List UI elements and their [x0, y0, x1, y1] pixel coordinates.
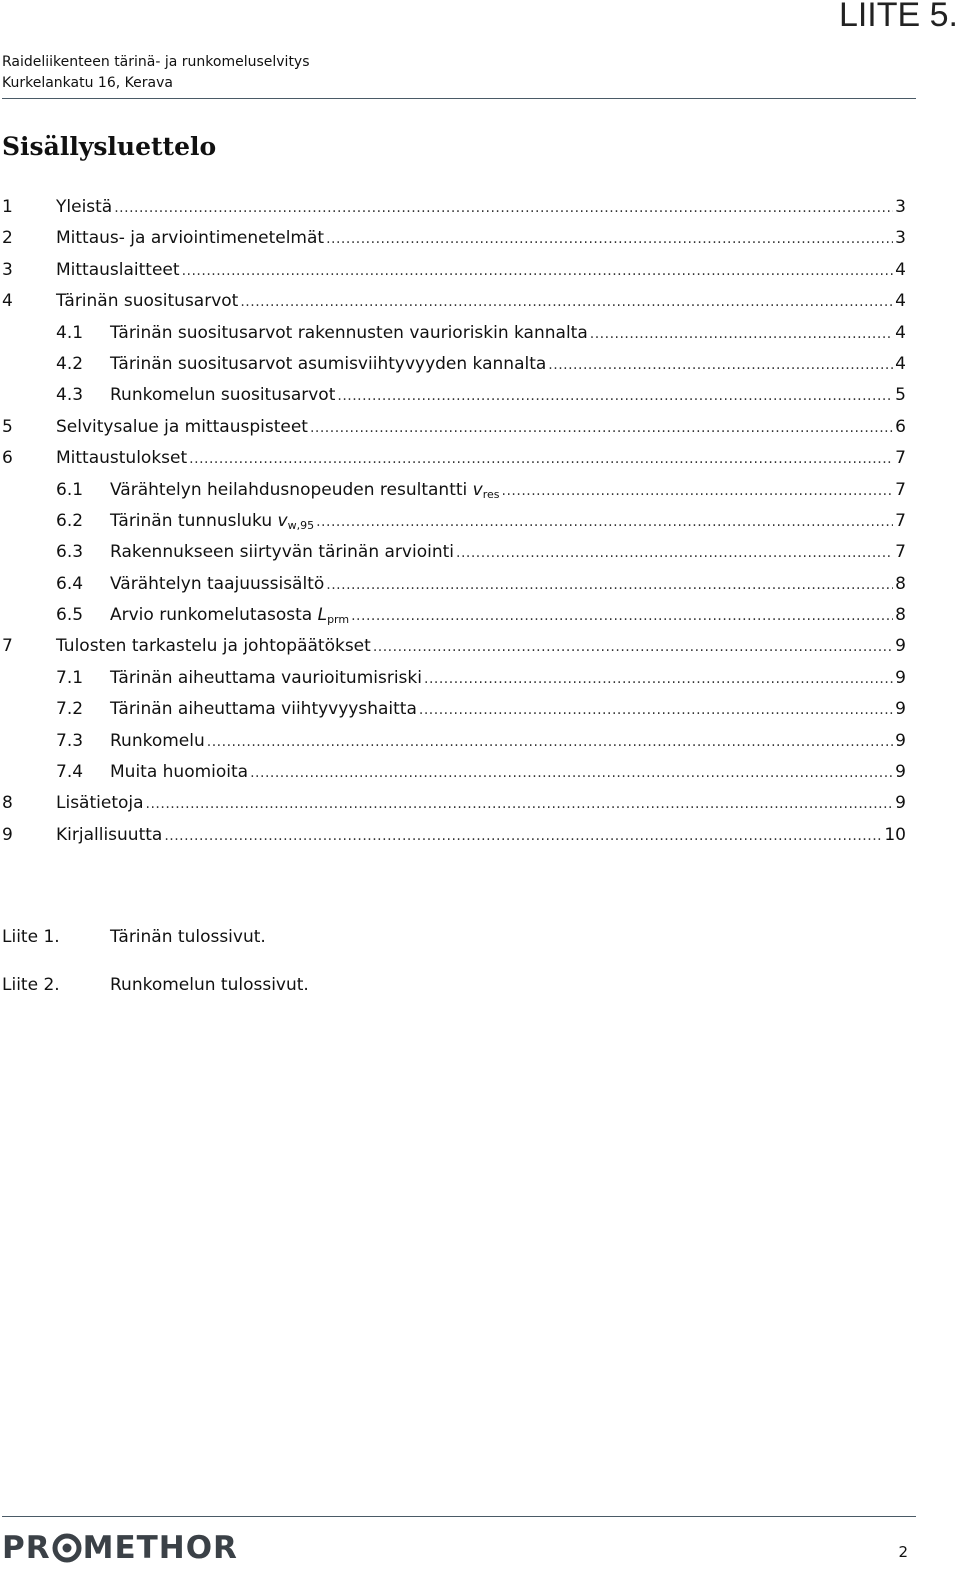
header-address: Kurkelankatu 16, Kerava: [2, 75, 173, 91]
toc-dot-leader: [114, 200, 893, 216]
toc-entry-title: Mittaustulokset: [56, 448, 188, 469]
toc-entry[interactable]: [2, 354, 906, 385]
appendix-item: [2, 975, 602, 995]
logo-o-icon: [52, 1533, 82, 1563]
toc-entry-title: Yleistä: [56, 197, 113, 217]
toc-entry-page: 8: [895, 605, 906, 626]
toc-entry-page: 4: [895, 291, 906, 312]
appendix-corner-label: LIITE 5.: [838, 0, 958, 34]
toc-dot-leader: [351, 608, 893, 624]
appendix-label: Liite 2.: [2, 975, 60, 995]
toc-entry-number: 7.2: [56, 699, 84, 720]
toc-entry-number: 4.1: [56, 322, 84, 343]
toc-entry-symbol: v: [277, 510, 288, 531]
toc-entry-number: 6: [2, 448, 13, 469]
appendix-title: Runkomelun tulossivut.: [110, 975, 309, 995]
toc-dot-leader: [240, 294, 893, 310]
toc-entry-number: 5: [2, 416, 13, 437]
toc-entry-page: 9: [895, 667, 906, 688]
toc-entry[interactable]: [2, 197, 906, 228]
header-report-title: Raideliikenteen tärinä- ja runkomeluselvitys: [2, 54, 310, 70]
toc-entry-page: 8: [895, 573, 906, 594]
toc-entry-title: Muita huomioita: [110, 762, 249, 783]
toc-dot-leader: [250, 765, 893, 781]
toc-dot-leader: [326, 577, 893, 593]
toc-entry[interactable]: [2, 260, 906, 291]
logo-text-left: PR: [2, 1530, 51, 1566]
table-of-contents: [2, 197, 906, 856]
toc-entry[interactable]: [2, 228, 906, 259]
toc-entry-title: Tärinän suositusarvot rakennusten vaurioriskin kannalta: [110, 322, 588, 343]
toc-entry[interactable]: [2, 731, 906, 762]
toc-entry-number: 7.3: [56, 730, 84, 751]
toc-dot-leader: [548, 357, 893, 373]
toc-entry[interactable]: [2, 636, 906, 667]
toc-dot-leader: [424, 671, 893, 687]
toc-entry-title: Runkomelun suositusarvot: [110, 385, 336, 406]
toc-dot-leader: [419, 702, 893, 718]
toc-entry-page: 7: [895, 510, 906, 531]
toc-entry[interactable]: [2, 417, 906, 448]
toc-dot-leader: [337, 388, 893, 404]
toc-entry-number: 1: [2, 197, 13, 217]
toc-entry[interactable]: [2, 511, 906, 542]
toc-entry-page: 7: [895, 479, 906, 500]
toc-entry-number: 8: [2, 793, 13, 814]
page-number: 2: [898, 1543, 908, 1561]
toc-entry-title: Mittaus- ja arviointimenetelmät: [56, 228, 325, 249]
toc-entry[interactable]: [2, 448, 906, 479]
toc-dot-leader: [590, 326, 893, 342]
toc-entry-title: Tärinän aiheuttama viihtyvyyshaitta: [110, 699, 417, 720]
toc-entry-page: 4: [895, 353, 906, 374]
toc-entry-number: 7.4: [56, 762, 84, 783]
toc-entry-title: Lisätietoja: [56, 793, 144, 814]
appendix-item: [2, 927, 602, 947]
toc-entry[interactable]: [2, 699, 906, 730]
toc-entry[interactable]: [2, 291, 906, 322]
toc-entry-title: Värähtelyn taajuussisältö: [110, 573, 325, 594]
appendix-title: Tärinän tulossivut.: [110, 927, 266, 947]
toc-entry[interactable]: [2, 323, 906, 354]
page-title: Sisällysluettelo: [2, 132, 217, 161]
toc-entry-number: 6.1: [56, 479, 84, 500]
appendix-label: Liite 1.: [2, 927, 60, 947]
toc-entry-title: Kirjallisuutta: [56, 824, 163, 845]
toc-entry-subscript: prm: [327, 613, 350, 627]
toc-entry-number: 4: [2, 291, 13, 312]
toc-entry-page: 3: [895, 228, 906, 249]
toc-dot-leader: [182, 263, 894, 279]
toc-entry-number: 7.1: [56, 667, 84, 688]
toc-entry-number: 3: [2, 259, 13, 280]
toc-dot-leader: [207, 734, 893, 750]
toc-dot-leader: [316, 514, 893, 530]
toc-entry-page: 4: [895, 322, 906, 343]
toc-entry-number: 6.4: [56, 573, 84, 594]
toc-dot-leader: [310, 420, 893, 436]
toc-entry-title: Runkomelu: [110, 730, 205, 751]
toc-entry-title: Tulosten tarkastelu ja johtopäätökset: [56, 636, 371, 657]
toc-entry[interactable]: [2, 542, 906, 573]
toc-entry[interactable]: [2, 385, 906, 416]
toc-entry-page: 10: [884, 824, 906, 845]
toc-entry-title: Tärinän tunnusluku $v_{w,95}$: [110, 510, 315, 532]
toc-entry-page: 9: [895, 793, 906, 814]
toc-entry[interactable]: [2, 480, 906, 511]
toc-entry-number: 6.3: [56, 542, 84, 563]
toc-entry-title: Rakennukseen siirtyvän tärinän arviointi: [110, 542, 454, 563]
toc-entry-symbol: v: [472, 479, 483, 500]
toc-dot-leader: [326, 231, 893, 247]
toc-entry-title: Tärinän aiheuttama vaurioitumisriski: [110, 667, 422, 688]
toc-entry-subscript: w,95: [287, 518, 315, 532]
toc-entry-title: Tärinän suositusarvot asumisviihtyvyyden kannalta: [110, 353, 547, 374]
toc-entry-title: Värähtelyn heilahdusnopeuden resultantti $v_{res}$: [110, 479, 500, 501]
toc-entry[interactable]: [2, 793, 906, 824]
toc-entry-page: 3: [895, 197, 906, 217]
toc-entry-number: 6.5: [56, 605, 84, 626]
toc-entry[interactable]: [2, 762, 906, 793]
toc-entry-title: Mittauslaitteet: [56, 259, 180, 280]
toc-entry-page: 6: [895, 416, 906, 437]
toc-entry-page: 9: [895, 636, 906, 657]
toc-entry-number: 9: [2, 824, 13, 845]
toc-entry-title: Tärinän suositusarvot: [56, 291, 239, 312]
toc-entry-number: 2: [2, 228, 13, 249]
footer-divider: [2, 1516, 916, 1517]
page-header: [2, 52, 916, 99]
toc-entry-number: 4.2: [56, 353, 84, 374]
toc-entry-number: 6.2: [56, 510, 84, 531]
toc-dot-leader: [502, 483, 894, 499]
toc-entry-page: 5: [895, 385, 906, 406]
toc-entry-subscript: res: [482, 487, 500, 501]
toc-dot-leader: [164, 828, 882, 844]
toc-dot-leader: [146, 796, 894, 812]
toc-entry-page: 4: [895, 259, 906, 280]
toc-entry[interactable]: [2, 825, 906, 856]
toc-entry[interactable]: [2, 574, 906, 605]
toc-entry-number: 7: [2, 636, 13, 657]
toc-entry-page: 9: [895, 699, 906, 720]
toc-entry-title: Arvio runkomelutasosta $L_{prm}$: [110, 605, 350, 627]
toc-dot-leader: [373, 639, 893, 655]
toc-dot-leader: [456, 545, 893, 561]
toc-entry-page: 7: [895, 542, 906, 563]
toc-entry[interactable]: [2, 668, 906, 699]
company-logo: [2, 1530, 238, 1566]
toc-entry-title: Selvitysalue ja mittauspisteet: [56, 416, 308, 437]
toc-entry-page: 9: [895, 762, 906, 783]
toc-entry-page: 7: [895, 448, 906, 469]
toc-entry-page: 9: [895, 730, 906, 751]
toc-dot-leader: [189, 451, 893, 467]
logo-text-right: METHOR: [82, 1530, 238, 1566]
toc-entry[interactable]: [2, 605, 906, 636]
toc-entry-number: 4.3: [56, 385, 84, 406]
toc-entry-symbol: L: [317, 605, 328, 626]
